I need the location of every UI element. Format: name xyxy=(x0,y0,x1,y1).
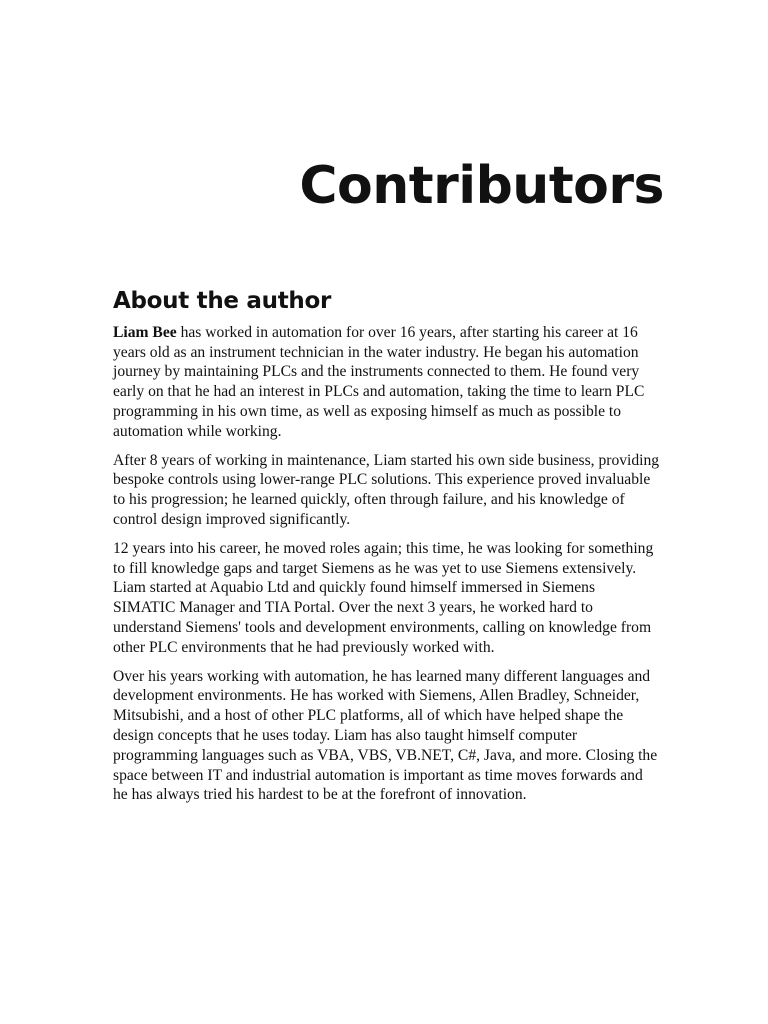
paragraph-3: 12 years into his career, he moved roles again; this time, he was looking for something to fill knowledge gaps and target Siemens as he was yet to use Siemens extensively. Liam started at Aquabio Ltd and quickly found himself immersed in Siemens SIMATIC Manager and TIA Portal. Over the next 3 years, he worked hard to understand Siemens' tools and development environments, calling on knowledge from other PLC environments that he had previously worked with. xyxy=(113,539,654,656)
author-name: Liam Bee xyxy=(113,323,177,341)
paragraph-1-text: has worked in automation for over 16 years, after starting his career at 16 years old as an instrument technician in the water industry. He began his automation journey by maintaining PLCs and the instruments connected to them. He found very early on that he had an interest in PLCs and automation, taking the time to learn PLC programming in his own time, as well as exposing himself as much as possible to automation while working. xyxy=(113,323,645,440)
paragraph-2: After 8 years of working in maintenance, Liam started his own side business, providing bespoke controls using lower-range PLC solutions. This experience proved invaluable to his progression; he learned quickly, often through failure, and his knowledge of control design improved significantly. xyxy=(113,451,660,529)
paragraph-1 xyxy=(113,323,661,442)
chapter-title: Contributors xyxy=(299,156,664,216)
section-heading: About the author xyxy=(113,288,332,314)
about-author-section xyxy=(113,287,661,814)
paragraph-4: Over his years working with automation, he has learned many different languages and development environments. He has worked with Siemens, Allen Bradley, Schneider, Mitsubishi, and a host of other PLC platforms, all of which have helped shape the design concepts that he uses today. Liam has also taught himself computer programming languages such as VBA, VBS, VB.NET, C#, Java, and more. Closing the space between IT and industrial automation is important as time moves forwards and he has always tried his hardest to be at the forefront of innovation. xyxy=(113,667,658,804)
